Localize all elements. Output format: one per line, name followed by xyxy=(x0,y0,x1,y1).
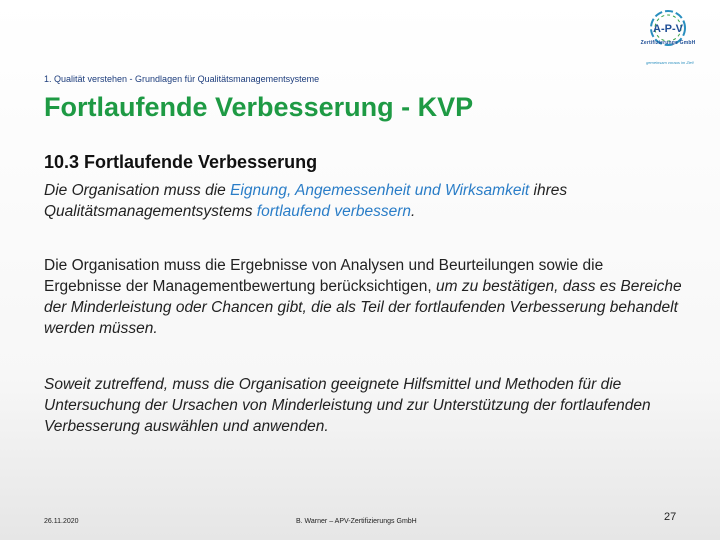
breadcrumb: 1. Qualität verstehen - Grundlagen für Qualitätsmanagementsysteme xyxy=(44,74,320,84)
p1-text-a: Die Organisation muss die xyxy=(44,182,231,199)
p1-highlight-a: Eignung, Angemessenheit und Wirksamkeit xyxy=(230,182,530,199)
section-subtitle: 10.3 Fortlaufende Verbesserung xyxy=(44,152,318,172)
page-title: Fortlaufende Verbesserung - KVP xyxy=(44,92,474,122)
footer-date: 26.11.2020 xyxy=(44,518,79,525)
p1-text-c: ihres Qualitätsmanagementsystems xyxy=(44,182,568,220)
paragraph-2 xyxy=(44,255,684,339)
p1-text-e: . xyxy=(411,203,416,220)
paragraph-3: Soweit zutreffend, muss die Organisation geeignete Hilfsmittel und Methoden für die Untersuchung der Ursachen von Minderleistung und zur Unterstützung der fortlaufenden Verbesserung auswählen und anwenden. xyxy=(44,376,651,435)
page-number: 27 xyxy=(664,511,677,523)
p2-text-b: um zu bestätigen, dass es Bereiche der Minderleistung oder Chancen gibt, die als Teil der fortlaufenden Verbesserung behandelt werden müssen. xyxy=(44,278,682,337)
apv-logo xyxy=(628,8,708,68)
logo-brand-text: A-P-V xyxy=(653,23,683,35)
p1-highlight-b: fortlaufend verbessern xyxy=(256,203,412,220)
logo-company: Zertifizierungs GmbH xyxy=(640,40,696,46)
logo-slogan: gemeinsam voraus im Ziel! xyxy=(646,60,694,65)
p2-text-a: Die Organisation muss die Ergebnisse von Analysen und Beurteilungen sowie die Ergebnisse der Managementbewertung berücksichtigen, xyxy=(44,257,604,295)
footer-author: B. Warner – APV-Zertifizierungs GmbH xyxy=(296,518,417,525)
paragraph-1 xyxy=(44,180,684,222)
